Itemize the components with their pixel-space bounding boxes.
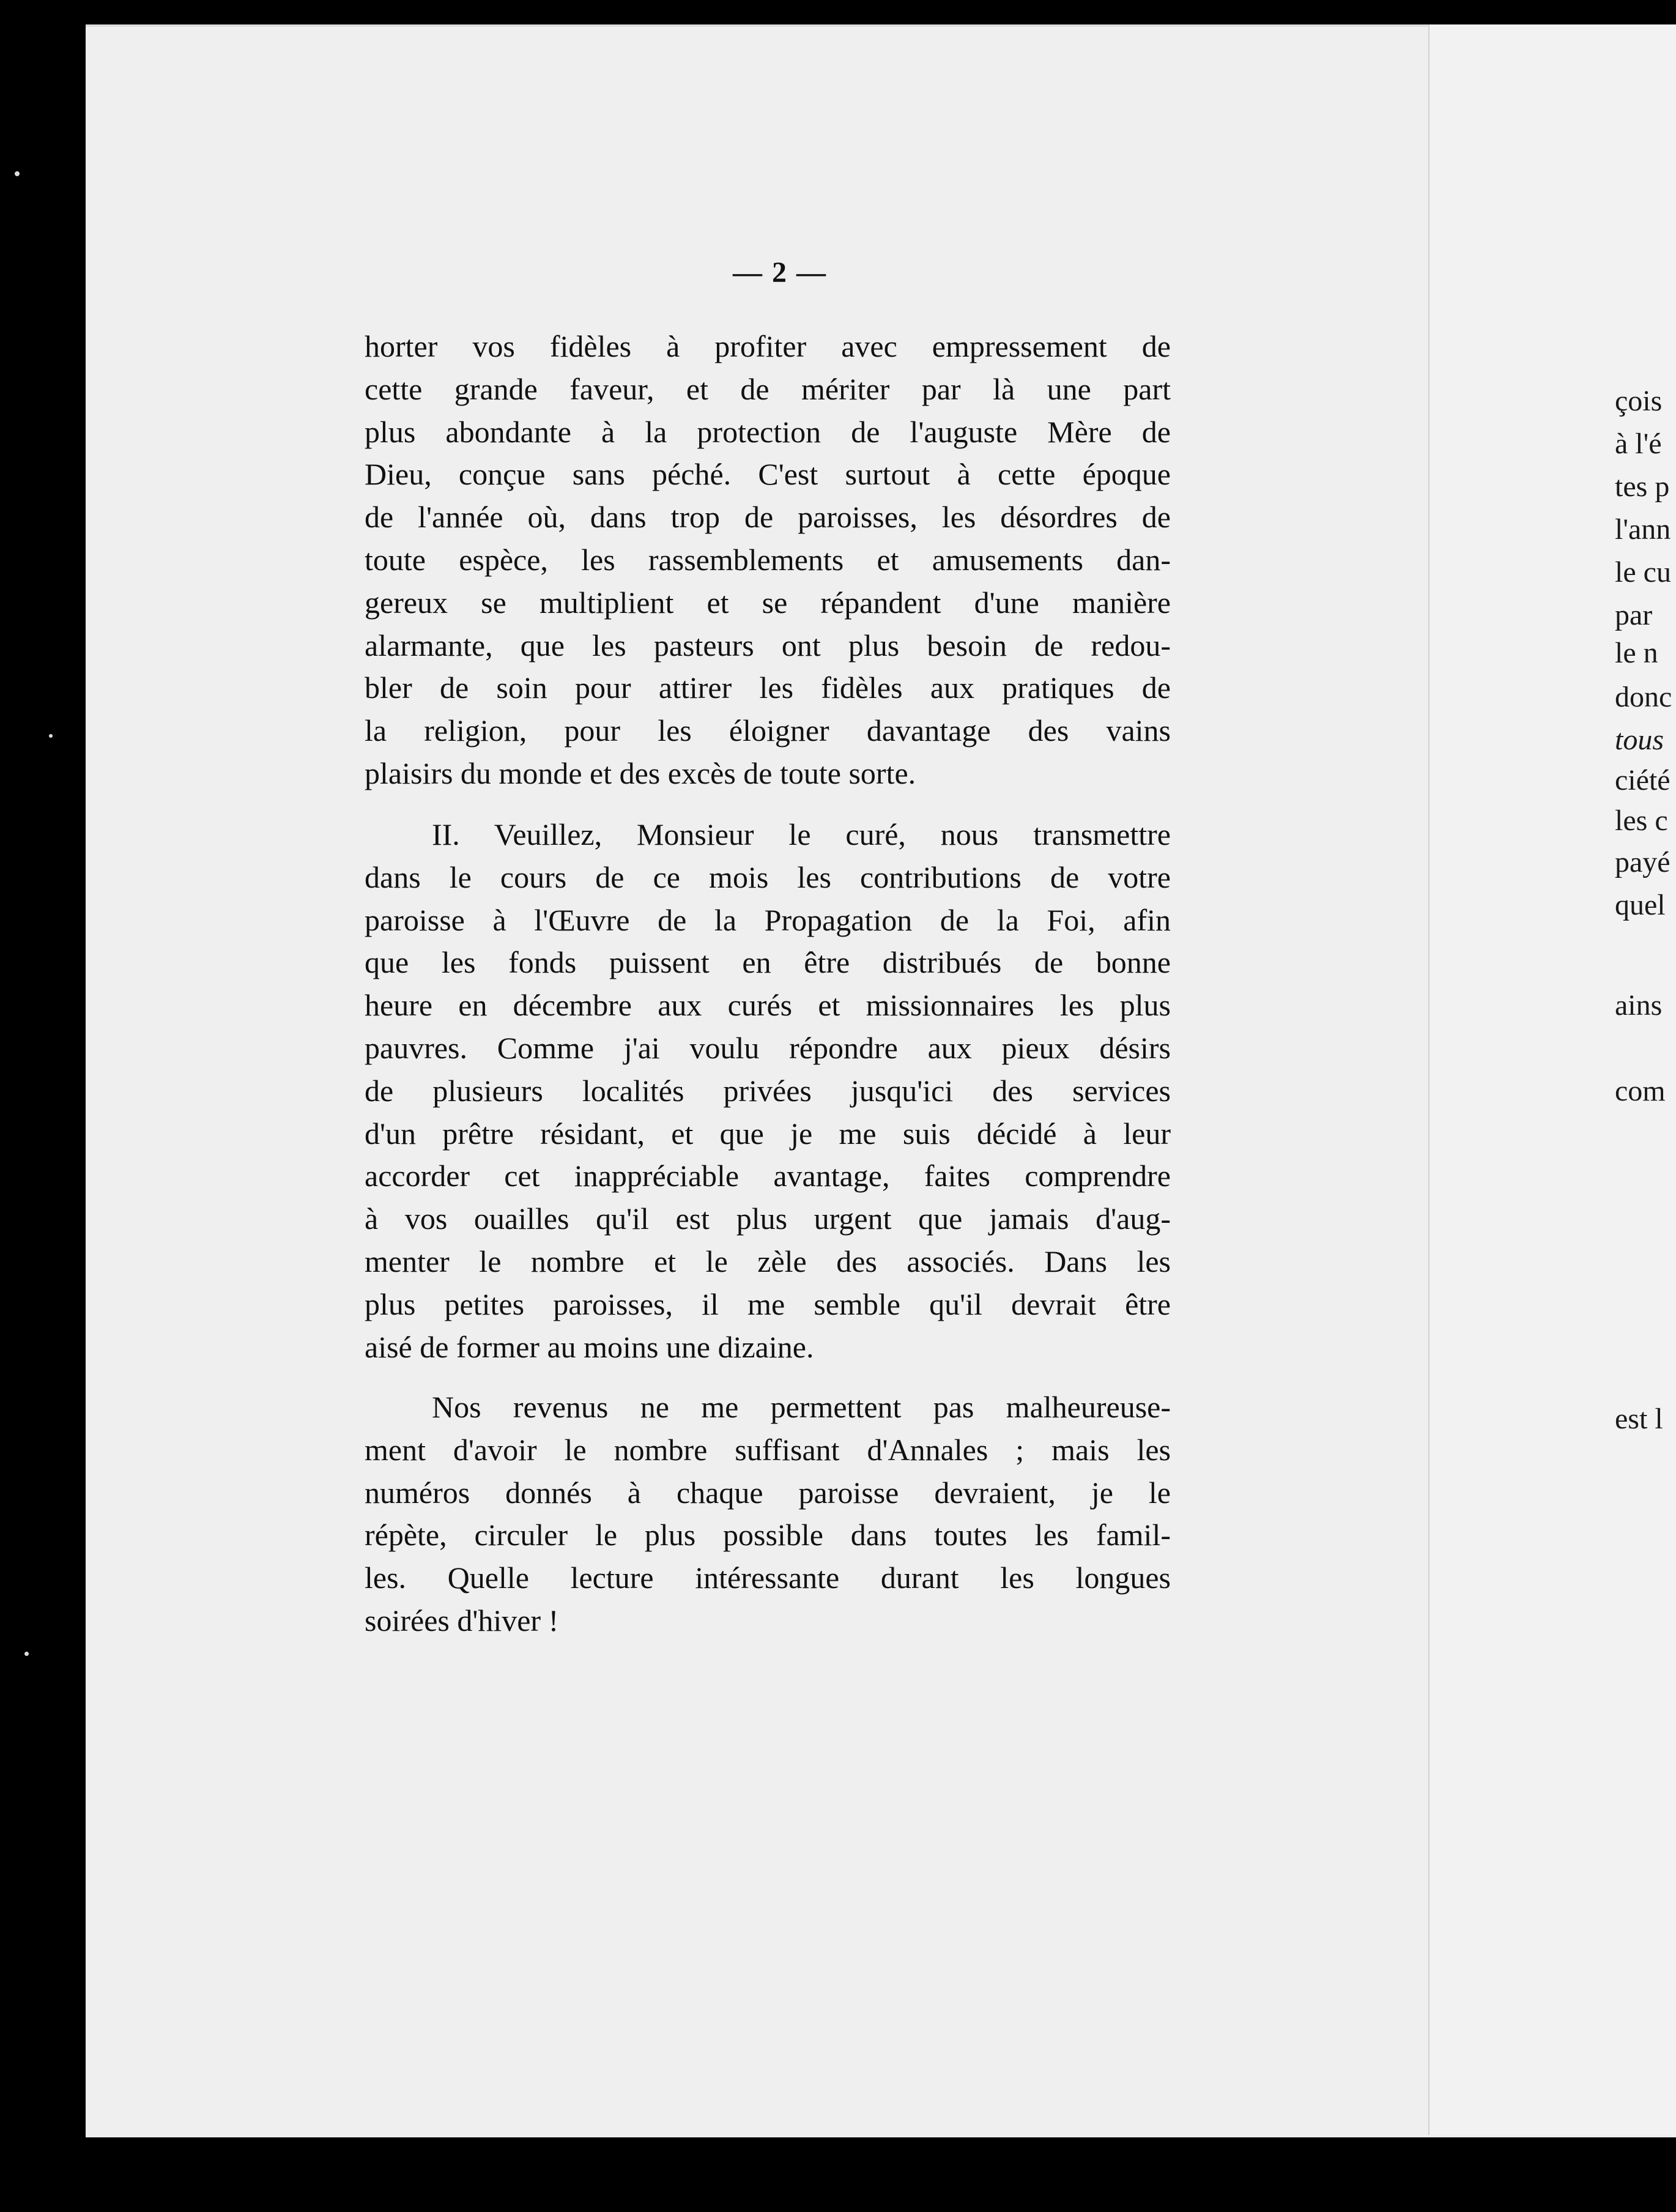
text-line: répète, circuler le plus possible dans toutes les famil-	[365, 1518, 1171, 1553]
facing-page-fragment: donc	[1615, 681, 1672, 713]
facing-page-fragment: le n	[1615, 637, 1658, 669]
text-line: la religion, pour les éloigner davantage des vains	[365, 713, 1171, 748]
facing-page-fragment: ciété	[1615, 764, 1670, 796]
text-line: Nos revenus ne me permettent pas malheureuse-	[432, 1390, 1171, 1424]
text-line: bler de soin pour attirer les fidèles aux pratiques de	[365, 670, 1171, 705]
facing-page-fragment: çois	[1615, 385, 1663, 417]
text-line: plus abondante à la protection de l'auguste Mère de	[365, 414, 1171, 449]
facing-page-fragment: à l'é	[1615, 428, 1662, 460]
text-line: paroisse à l'Œuvre de la Propagation de la Foi, afin	[365, 902, 1171, 937]
text-line: aisé de former au moins une dizaine.	[365, 1329, 814, 1364]
facing-page-fragment: les c	[1615, 804, 1668, 837]
text-line: pauvres. Comme j'ai voulu répondre aux pieux désirs	[365, 1030, 1171, 1065]
facing-page-fragment: par	[1615, 599, 1653, 631]
text-line: alarmante, que les pasteurs ont plus besoin de redou-	[365, 628, 1171, 662]
text-line: d'un prêtre résidant, et que je me suis décidé à leur	[365, 1116, 1171, 1151]
text-line: plaisirs du monde et des excès de toute sorte.	[365, 755, 916, 790]
text-line: dans le cours de ce mois les contributions de votre	[365, 859, 1171, 894]
text-line: toute espèce, les rassemblements et amusements dan-	[365, 542, 1171, 577]
scan-speck	[15, 171, 20, 176]
scan-speck	[24, 1652, 29, 1656]
facing-page-fragment: l'ann	[1615, 513, 1671, 546]
text-line: gereux se multiplient et se répandent d'une manière	[365, 585, 1171, 620]
facing-page-fragment: payé	[1615, 846, 1670, 878]
text-line: horter vos fidèles à profiter avec empressement de	[365, 329, 1171, 363]
facing-page-fragment: ains	[1615, 989, 1663, 1022]
facing-page-fragment: tes p	[1615, 470, 1670, 503]
text-line: plus petites paroisses, il me semble qu'il devrait être	[365, 1286, 1171, 1321]
text-line: cette grande faveur, et de mériter par là une part	[365, 371, 1171, 406]
facing-page-fragment: le cu	[1615, 556, 1671, 588]
scan-speck	[49, 734, 53, 738]
facing-page-fragment: est l	[1615, 1403, 1663, 1435]
paragraph-2	[365, 814, 1171, 1368]
facing-page-fragment: quel	[1615, 889, 1666, 921]
paragraph-3	[365, 1386, 1171, 1642]
text-line: Dieu, conçue sans péché. C'est surtout à cette époque	[365, 457, 1171, 492]
text-line: de plusieurs localités privées jusqu'ici des services	[365, 1073, 1171, 1108]
text-line: ment d'avoir le nombre suffisant d'Annales ; mais les	[365, 1432, 1171, 1467]
text-line: II. Veuillez, Monsieur le curé, nous transmettre	[432, 817, 1171, 852]
text-line: que les fonds puissent en être distribués de bonne	[365, 945, 1171, 980]
page-number: — 2 —	[733, 256, 827, 289]
facing-page-fragment: com	[1615, 1075, 1666, 1107]
text-line: heure en décembre aux curés et missionnaires les plus	[365, 988, 1171, 1023]
text-line: soirées d'hiver !	[365, 1603, 559, 1638]
text-line: numéros donnés à chaque paroisse devraient, je le	[365, 1475, 1171, 1510]
text-line: menter le nombre et le zèle des associés. Dans les	[365, 1244, 1171, 1279]
text-line: de l'année où, dans trop de paroisses, les désordres de	[365, 500, 1171, 535]
text-line: les. Quelle lecture intéressante durant les longues	[365, 1561, 1171, 1595]
paragraph-1	[365, 325, 1171, 795]
text-line: à vos ouailles qu'il est plus urgent que jamais d'aug-	[365, 1201, 1171, 1236]
facing-page-fragment: tous	[1615, 724, 1664, 756]
text-line: accorder cet inappréciable avantage, faites comprendre	[365, 1159, 1171, 1193]
